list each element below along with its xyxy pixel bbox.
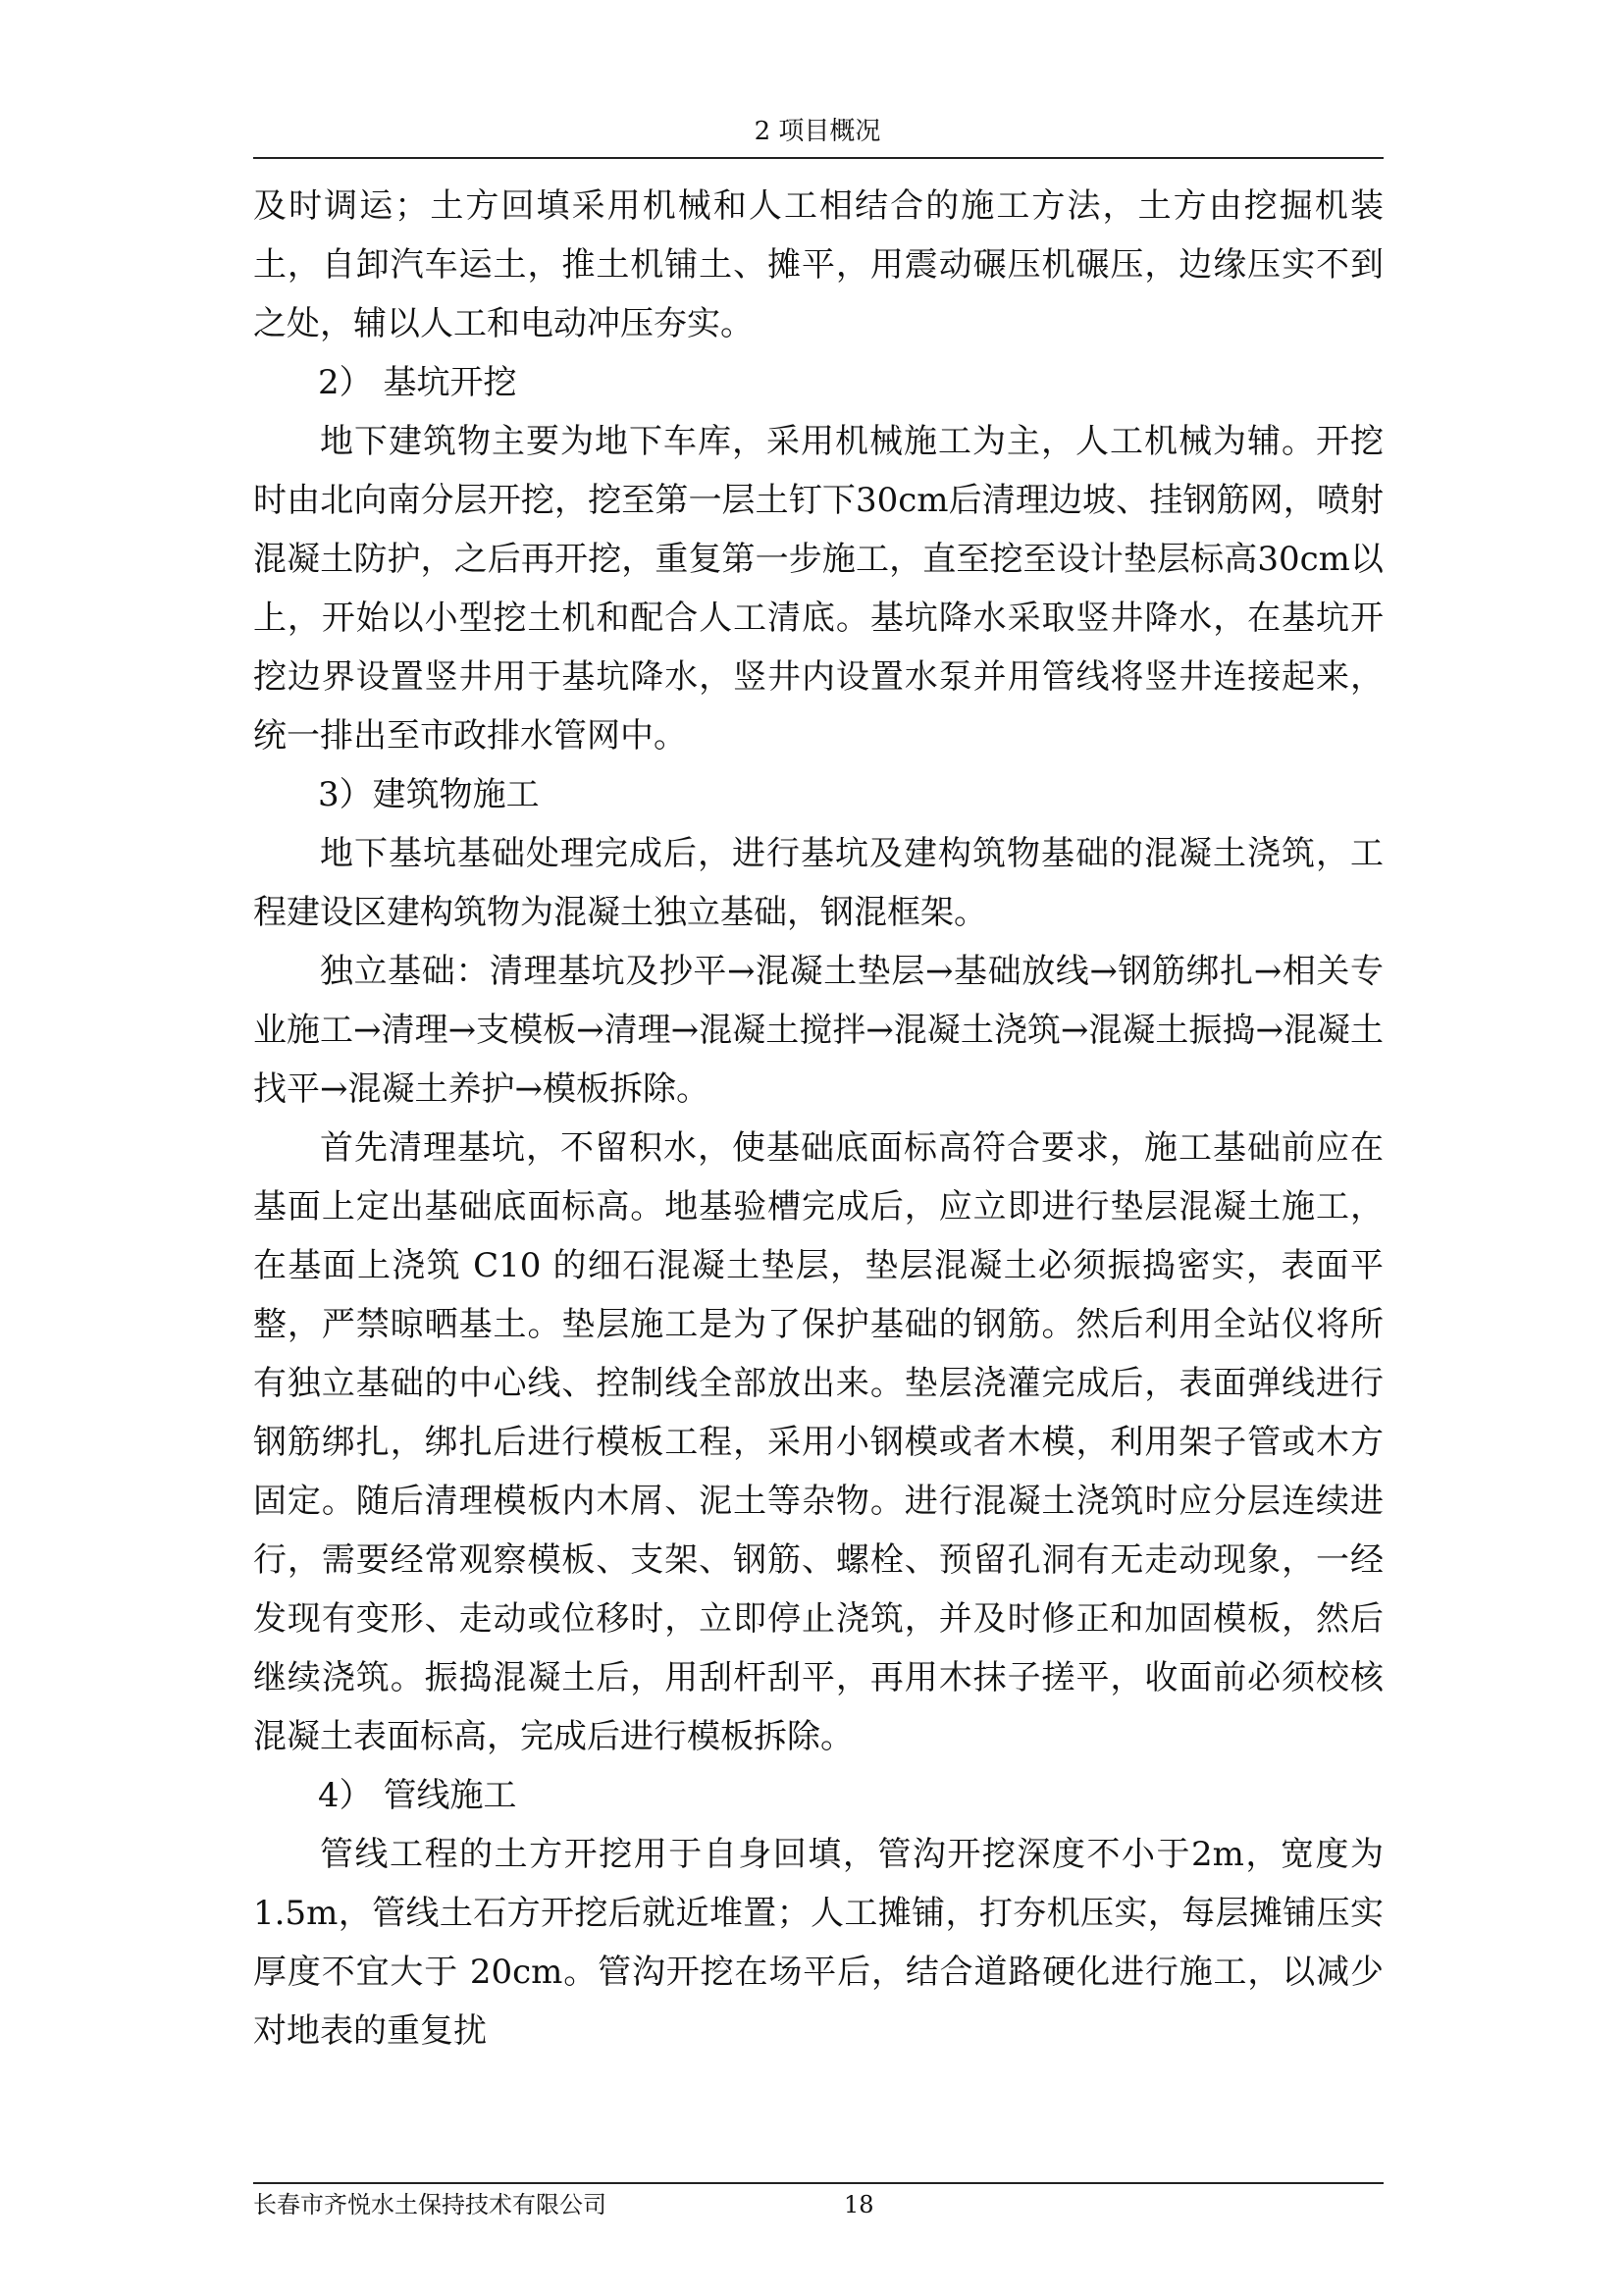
section-heading: 2） 基坑开挖: [318, 363, 517, 402]
page-number: 18: [844, 2191, 874, 2218]
document-body: [253, 177, 1384, 2060]
header-title: 2 项目概况: [754, 117, 881, 146]
paragraph-cont: 及时调运；土方回填采用机械和人工相结合的施工方法，土方由挖掘机装土，自卸汽车运土，推土机铺土、摊平，用震动碾压机碾压，边缘压实不到之处，辅以人工和电动冲压夯实。: [253, 186, 1384, 343]
section-heading: 3）建筑物施工: [318, 775, 540, 814]
footer-rule: [253, 2182, 1384, 2184]
paragraph: 管线工程的土方开挖用于自身回填，管沟开挖深度不小于2m，宽度为1.5m，管线土石方开挖后就近堆置；人工摊铺，打夯机压实，每层摊铺压实厚度不宜大于 20cm。管沟开挖在场平后，结合道路硬化进行施工，以减少对地表的重复扰: [253, 1835, 1384, 2051]
paragraph: 地下建筑物主要为地下车库，采用机械施工为主，人工机械为辅。开挖时由北向南分层开挖，挖至第一层土钉下30cm后清理边坡、挂钢筋网，喷射混凝土防护，之后再开挖，重复第一步施工，直至挖至设计垫层标高30cm以上，开始以小型挖土机和配合人工清底。基坑降水采取竖井降水，在基坑开挖边界设置竖井用于基坑降水，竖井内设置水泵并用管线将竖井连接起来，统一排出至市政排水管网中。: [253, 422, 1384, 756]
section-heading: 4） 管线施工: [318, 1776, 517, 1815]
paragraph: 首先清理基坑，不留积水，使基础底面标高符合要求，施工基础前应在基面上定出基础底面标高。地基验槽完成后，应立即进行垫层混凝土施工，在基面上浇筑 C10 的细石混凝土垫层，垫层混凝土必须振捣密实，表面平整，严禁晾晒基土。垫层施工是为了保护基础的钢筋。然后利用全站仪将所有独立基础的中心线、控制线全部放出来。垫层浇灌完成后，表面弹线进行钢筋绑扎，绑扎后进行模板工程，采用小钢模或者木模，利用架子管或木方固定。随后清理模板内木屑、泥土等杂物。进行混凝土浇筑时应分层连续进行，需要经常观察模板、支架、钢筋、螺栓、预留孔洞有无走动现象，一经发现有变形、走动或位移时，立即停止浇筑，并及时修正和加固模板，然后继续浇筑。振捣混凝土后，用刮杆刮平，再用木抹子搓平，收面前必须校核混凝土表面标高，完成后进行模板拆除。: [253, 1128, 1384, 1756]
footer-company: 长春市齐悦水土保持技术有限公司: [253, 2191, 606, 2218]
paragraph: 地下基坑基础处理完成后，进行基坑及建构筑物基础的混凝土浇筑，工程建设区建构筑物为混凝土独立基础，钢混框架。: [253, 834, 1384, 932]
header-rule: [253, 157, 1384, 159]
paragraph: 独立基础：清理基坑及抄平→混凝土垫层→基础放线→钢筋绑扎→相关专业施工→清理→支模板→清理→混凝土搅拌→混凝土浇筑→混凝土振捣→混凝土找平→混凝土养护→模板拆除。: [253, 952, 1384, 1109]
